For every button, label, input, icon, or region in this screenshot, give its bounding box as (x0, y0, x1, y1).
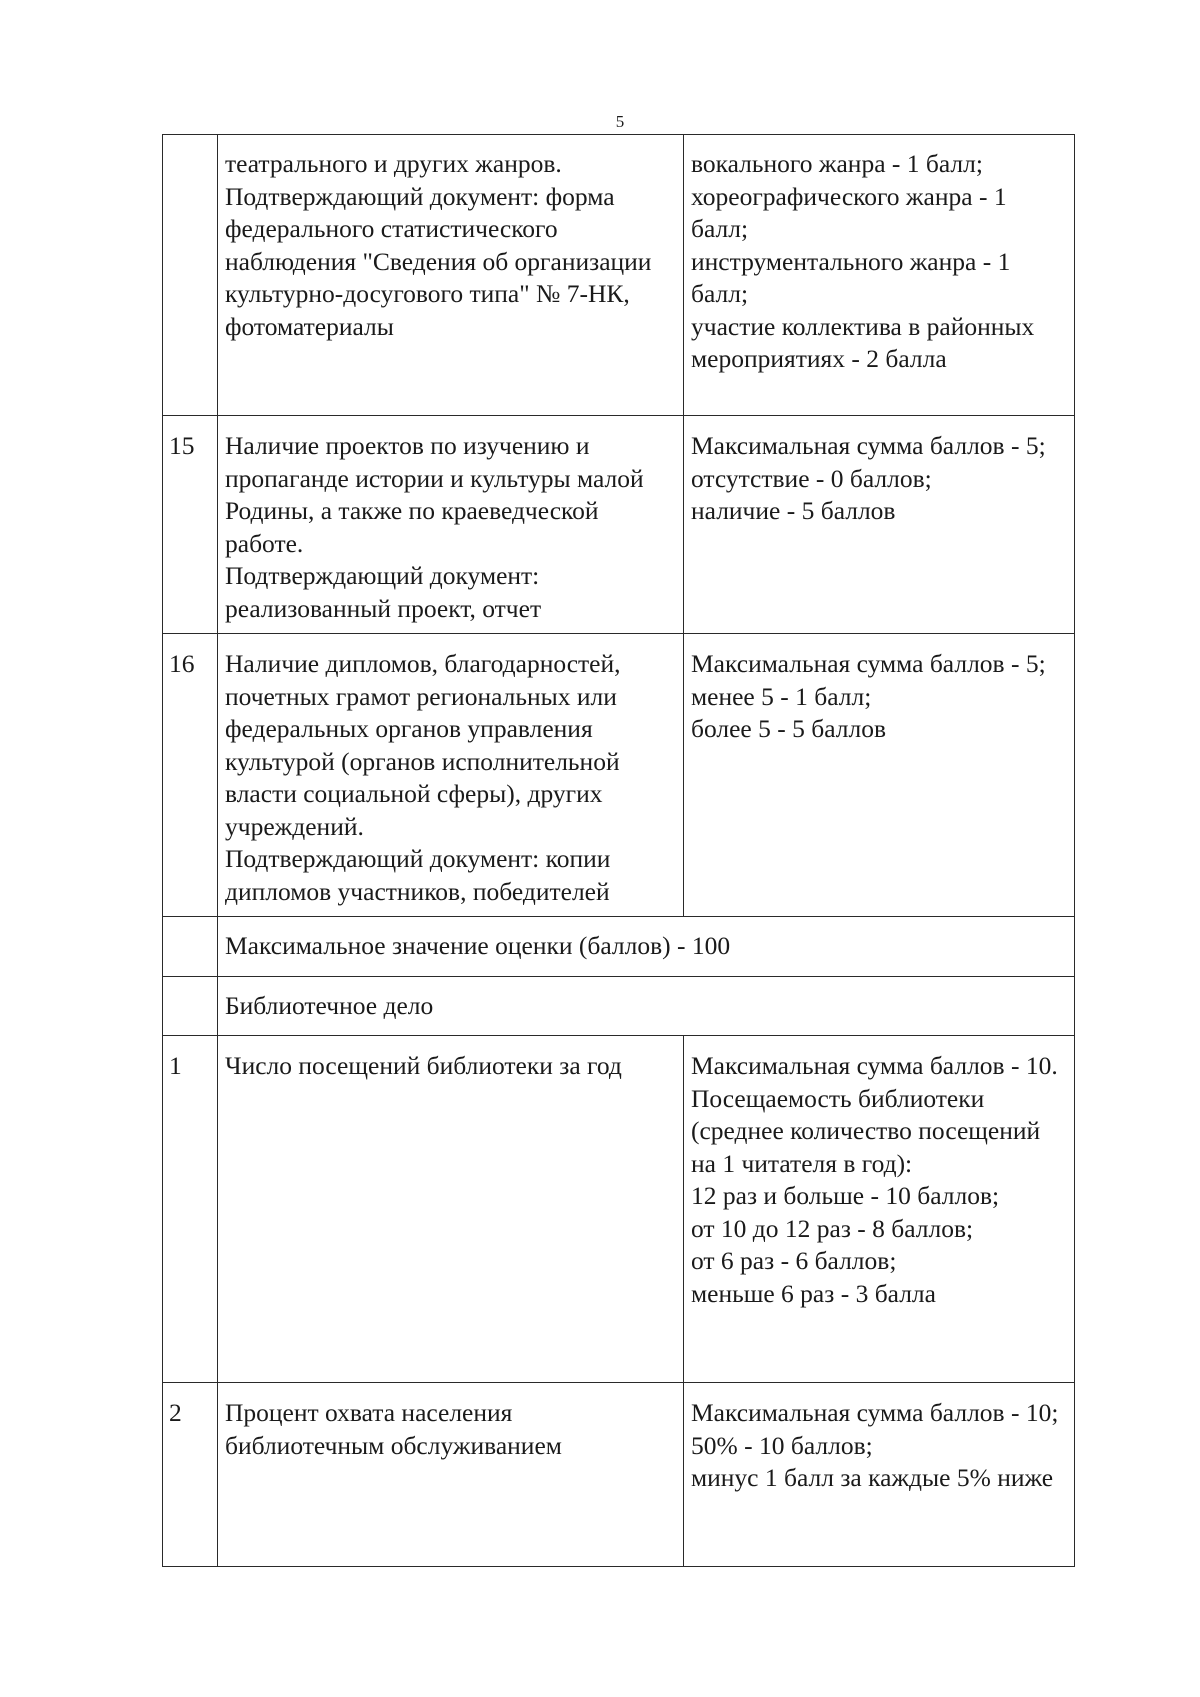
table-row (163, 976, 1075, 1036)
table-row (163, 634, 1075, 917)
table-row (163, 917, 1075, 977)
criteria-table (162, 134, 1075, 1567)
criterion-cell: Процент охвата населения библиотечным обслуживанием (218, 1383, 684, 1567)
score-cell: Максимальная сумма баллов - 5; отсутствие - 0 баллов; наличие - 5 баллов (684, 416, 1075, 634)
criterion-cell: Число посещений библиотеки за год (218, 1036, 684, 1383)
section-heading: Библиотечное дело (218, 976, 1075, 1036)
score-cell: Максимальная сумма баллов - 10. Посещаемость библиотеки (среднее количество посещений на 1 читателя в год): 12 раз и больше - 10 баллов; от 10 до 12 раз - 8 баллов; от 6 раз - 6 баллов; меньше 6 раз - 3 балла (684, 1036, 1075, 1383)
row-number: 2 (163, 1383, 218, 1567)
score-cell: вокального жанра - 1 балл; хореографического жанра - 1 балл; инструментального жанра - 1 балл; участие коллектива в районных мероприятиях - 2 балла (684, 135, 1075, 416)
criterion-cell: Наличие дипломов, благодарностей, почетных грамот региональных или федеральных органов управления культурой (органов исполнительной власти социальной сферы), других учреждений. Подтверждающий документ: копии дипломов участников, победителей (218, 634, 684, 917)
row-number (163, 976, 218, 1036)
table-row (163, 416, 1075, 634)
table-row (163, 1383, 1075, 1567)
row-number: 1 (163, 1036, 218, 1383)
page-number: 5 (615, 112, 625, 131)
max-score-summary: Максимальное значение оценки (баллов) - 100 (218, 917, 1075, 977)
criterion-cell: театрального и других жанров. Подтверждающий документ: форма федерального статистического наблюдения "Сведения об организации культурно-досугового типа" № 7-НК, фотоматериалы (218, 135, 684, 416)
score-cell: Максимальная сумма баллов - 10; 50% - 10 баллов; минус 1 балл за каждые 5% ниже (684, 1383, 1075, 1567)
row-number: 15 (163, 416, 218, 634)
score-cell: Максимальная сумма баллов - 5; менее 5 - 1 балл; более 5 - 5 баллов (684, 634, 1075, 917)
table-row (163, 135, 1075, 416)
table-row (163, 1036, 1075, 1383)
row-number: 16 (163, 634, 218, 917)
row-number (163, 135, 218, 416)
row-number (163, 917, 218, 977)
criterion-cell: Наличие проектов по изучению и пропаганде истории и культуры малой Родины, а также по краеведческой работе. Подтверждающий документ: реализованный проект, отчет (218, 416, 684, 634)
